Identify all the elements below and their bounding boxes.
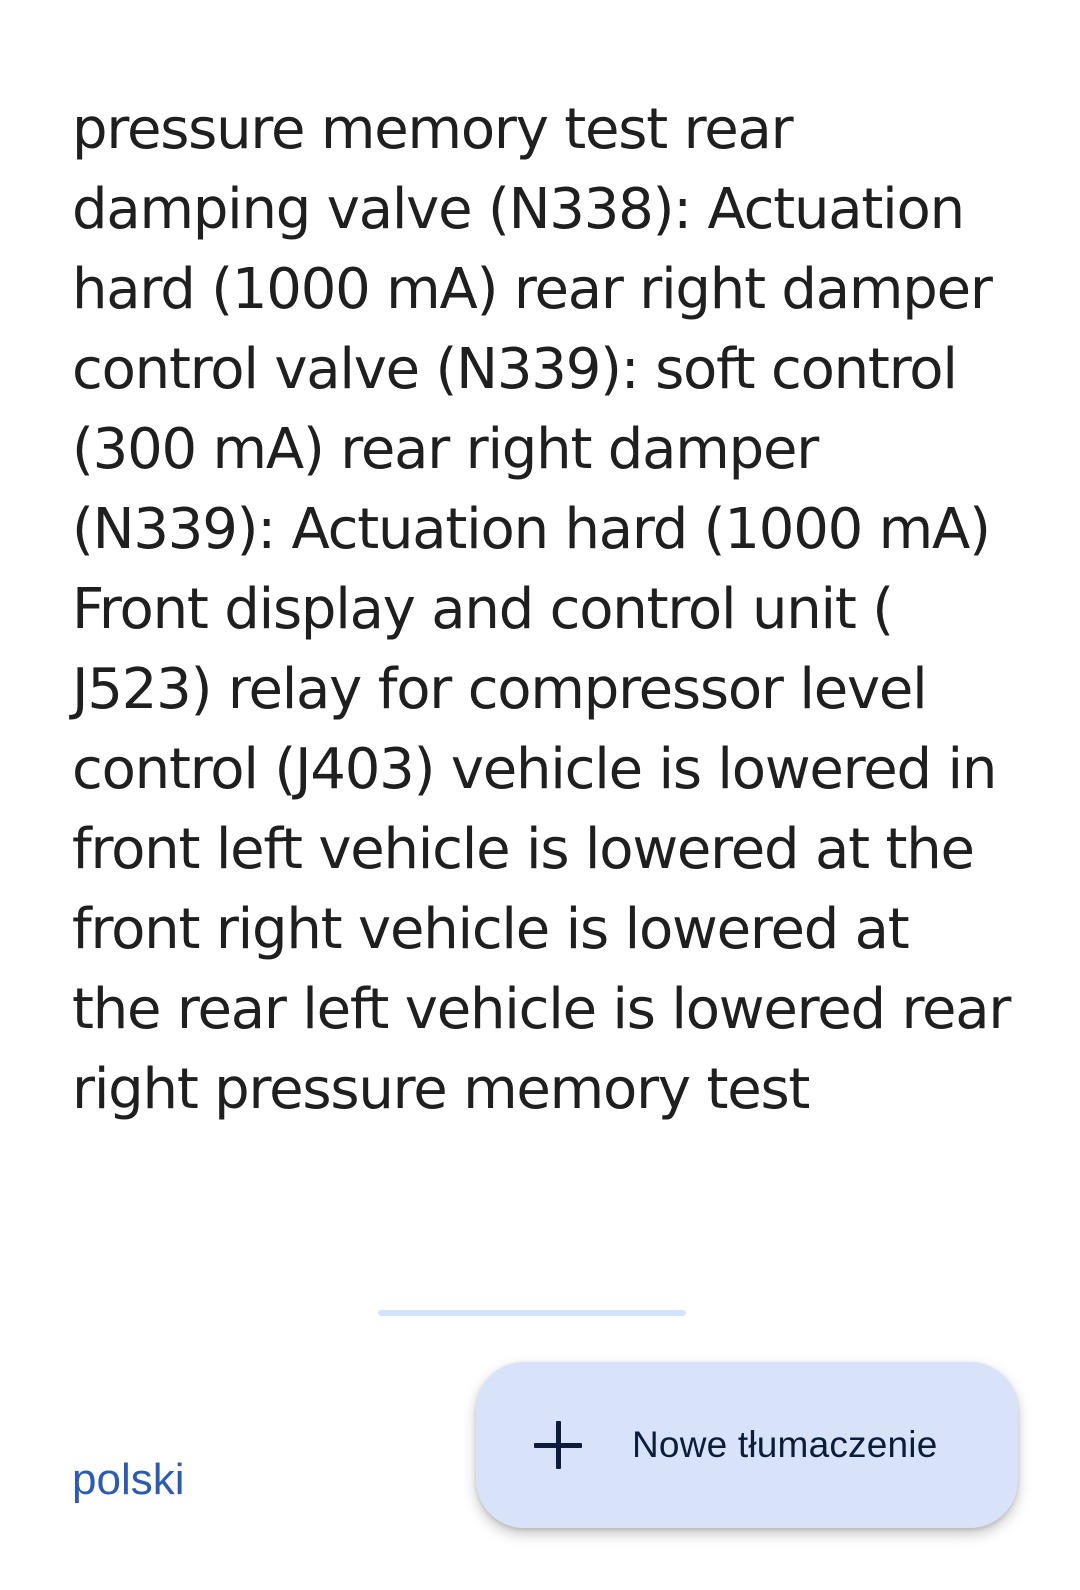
new-translation-label: Nowe tłumaczenie (632, 1424, 938, 1465)
scroll-indicator (378, 1310, 686, 1316)
new-translation-button[interactable] (476, 1362, 1018, 1528)
plus-icon (534, 1421, 582, 1469)
language-label[interactable]: polski (72, 1455, 185, 1504)
translated-text: pressure memory test rear damping valve (N338): Actuation hard (1000 mA) rear right damper control valve (N339): soft control (300 mA) rear right damper (N339): Actuation hard (1000 mA) Front display and control unit ( J523) relay for compressor level control (J403) vehicle is lowered in front left vehicle is lowered at the front right vehicle is lowered at the rear left vehicle is lowered rear right pressure memory test (72, 97, 1011, 1122)
